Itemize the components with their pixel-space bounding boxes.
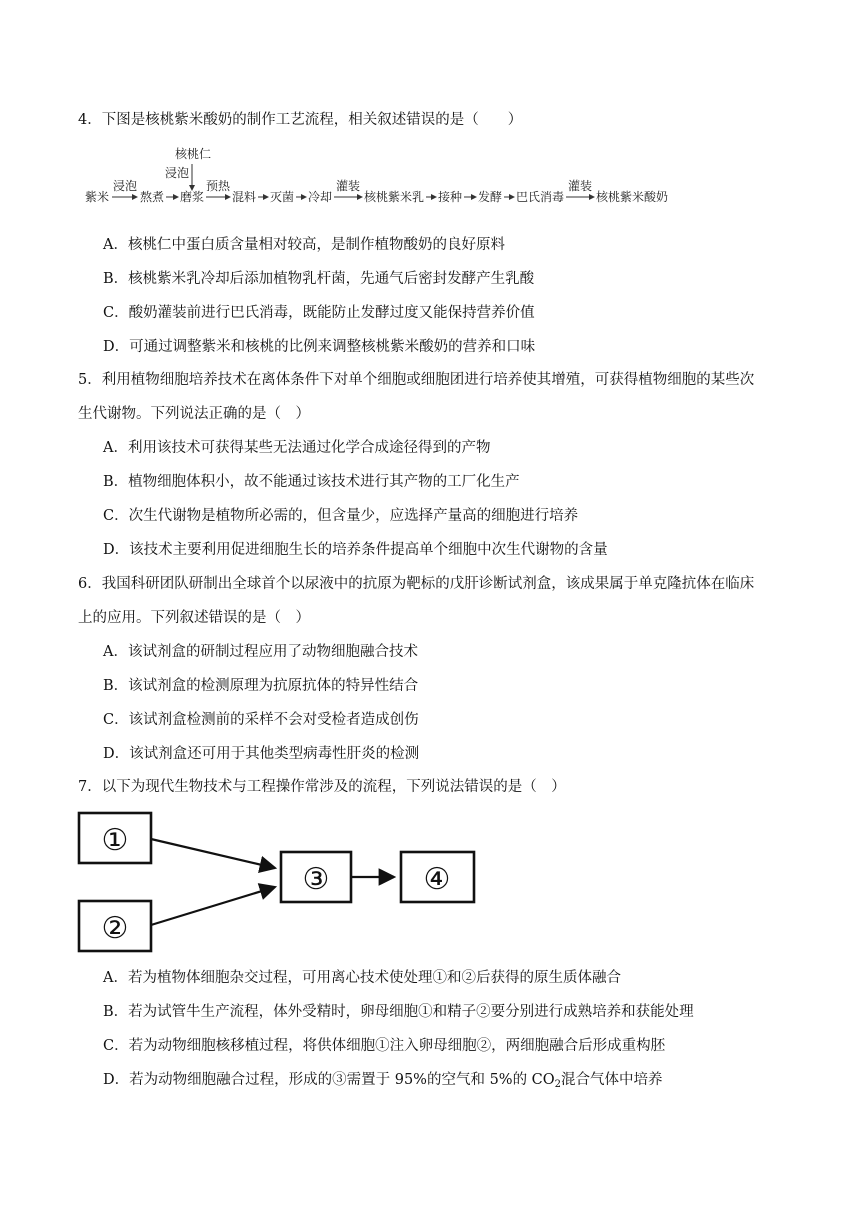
flow-step: 混料 (232, 190, 257, 204)
q6-option-d: D．该试剂盒还可用于其他类型病毒性肝炎的检测 (103, 746, 420, 762)
q7-option-d-prefix: D．若为动物细胞融合过程，形成的③需置于 95%的空气和 5%的 CO (103, 1072, 555, 1088)
flow-arrow-label: 预热 (206, 179, 231, 193)
q6-option-b: B．该试剂盒的检测原理为抗原抗体的特异性结合 (103, 678, 419, 694)
box-3-label: ③ (302, 862, 330, 897)
flow-step: 巴氏消毒 (516, 190, 565, 204)
flow-side-label: 浸泡 (165, 166, 190, 180)
q5-stem-line2: 生代谢物。下列说法正确的是（ ） (78, 406, 310, 422)
box-4-label: ④ (423, 862, 451, 897)
flow-step: 熬煮 (140, 190, 165, 204)
q4-option-d: D．可通过调整紫米和核桃的比例来调整核桃紫米酸奶的营养和口味 (103, 339, 536, 355)
q7-option-c: C．若为动物细胞核移植过程，将供体细胞①注入卵母细胞②，两细胞融合后形成重构胚 (103, 1038, 666, 1054)
q5-option-d: D．该技术主要利用促进细胞生长的培养条件提高单个细胞中次生代谢物的含量 (103, 542, 608, 558)
q7-option-a: A．若为植物体细胞杂交过程，可用离心技术使处理①和②后获得的原生质体融合 (103, 970, 621, 986)
q7-option-b: B．若为试管牛生产流程，体外受精时，卵母细胞①和精子②要分别进行成熟培养和获能处理 (103, 1004, 694, 1020)
q6-stem-line2: 上的应用。下列叙述错误的是（ ） (78, 610, 310, 626)
q6-option-c: C．该试剂盒检测前的采样不会对受检者造成创伤 (103, 712, 419, 728)
flow-step: 核桃紫米酸奶 (596, 190, 669, 204)
q4-option-a: A．核桃仁中蛋白质含量相对较高，是制作植物酸奶的良好原料 (103, 237, 505, 253)
q7-option-d (103, 1070, 663, 1095)
flow-arrow-label: 浸泡 (113, 179, 138, 193)
flow-step: 核桃紫米乳 (364, 190, 425, 204)
flow-arrow-label: 灌装 (568, 179, 593, 193)
q4-option-b: B．核桃紫米乳冷却后添加植物乳杆菌，先通气后密封发酵产生乳酸 (103, 271, 535, 287)
flow-side-input: 核桃仁 (175, 147, 212, 161)
box-2-label: ② (101, 911, 129, 946)
flow-step: 接种 (438, 190, 463, 204)
q5-option-a: A．利用该技术可获得某些无法通过化学合成途径得到的产物 (103, 440, 491, 456)
flow-step: 发酵 (478, 190, 503, 204)
q7-stem: 7．以下为现代生物技术与工程操作常涉及的流程，下列说法错误的是（ ） (78, 779, 566, 795)
box-1-label: ① (101, 823, 129, 858)
q6-stem-line1: 6．我国科研团队研制出全球首个以尿液中的抗原为靶标的戊肝诊断试剂盒，该成果属于单克隆抗体在临床 (78, 576, 755, 592)
q5-stem-line1: 5．利用植物细胞培养技术在离体条件下对单个细胞或细胞团进行培养使其增殖，可获得植物细胞的某些次 (78, 372, 755, 388)
q4-stem: 4．下图是核桃紫米酸奶的制作工艺流程，相关叙述错误的是（ ） (78, 112, 523, 128)
flow-step: 磨浆 (180, 190, 205, 204)
flow-step: 灭菌 (270, 190, 295, 204)
q7-flow-diagram (70, 805, 490, 960)
q7-option-d-subscript: 2 (554, 1079, 562, 1090)
flow-step: 冷却 (308, 190, 333, 204)
q4-process-flow (80, 140, 680, 215)
q7-option-d-suffix: 混合气体中培养 (561, 1072, 663, 1088)
q6-option-a: A．该试剂盒的研制过程应用了动物细胞融合技术 (103, 644, 418, 660)
flow-step: 紫米 (85, 190, 110, 204)
arrow-2-to-3 (151, 887, 275, 925)
q5-option-b: B．植物细胞体积小，故不能通过该技术进行其产物的工厂化生产 (103, 474, 520, 490)
q4-option-c: C．酸奶灌装前进行巴氏消毒，既能防止发酵过度又能保持营养价值 (103, 305, 535, 321)
q5-option-c: C．次生代谢物是植物所必需的，但含量少，应选择产量高的细胞进行培养 (103, 508, 579, 524)
flow-arrow-label: 灌装 (336, 179, 361, 193)
arrow-1-to-3 (151, 839, 275, 868)
